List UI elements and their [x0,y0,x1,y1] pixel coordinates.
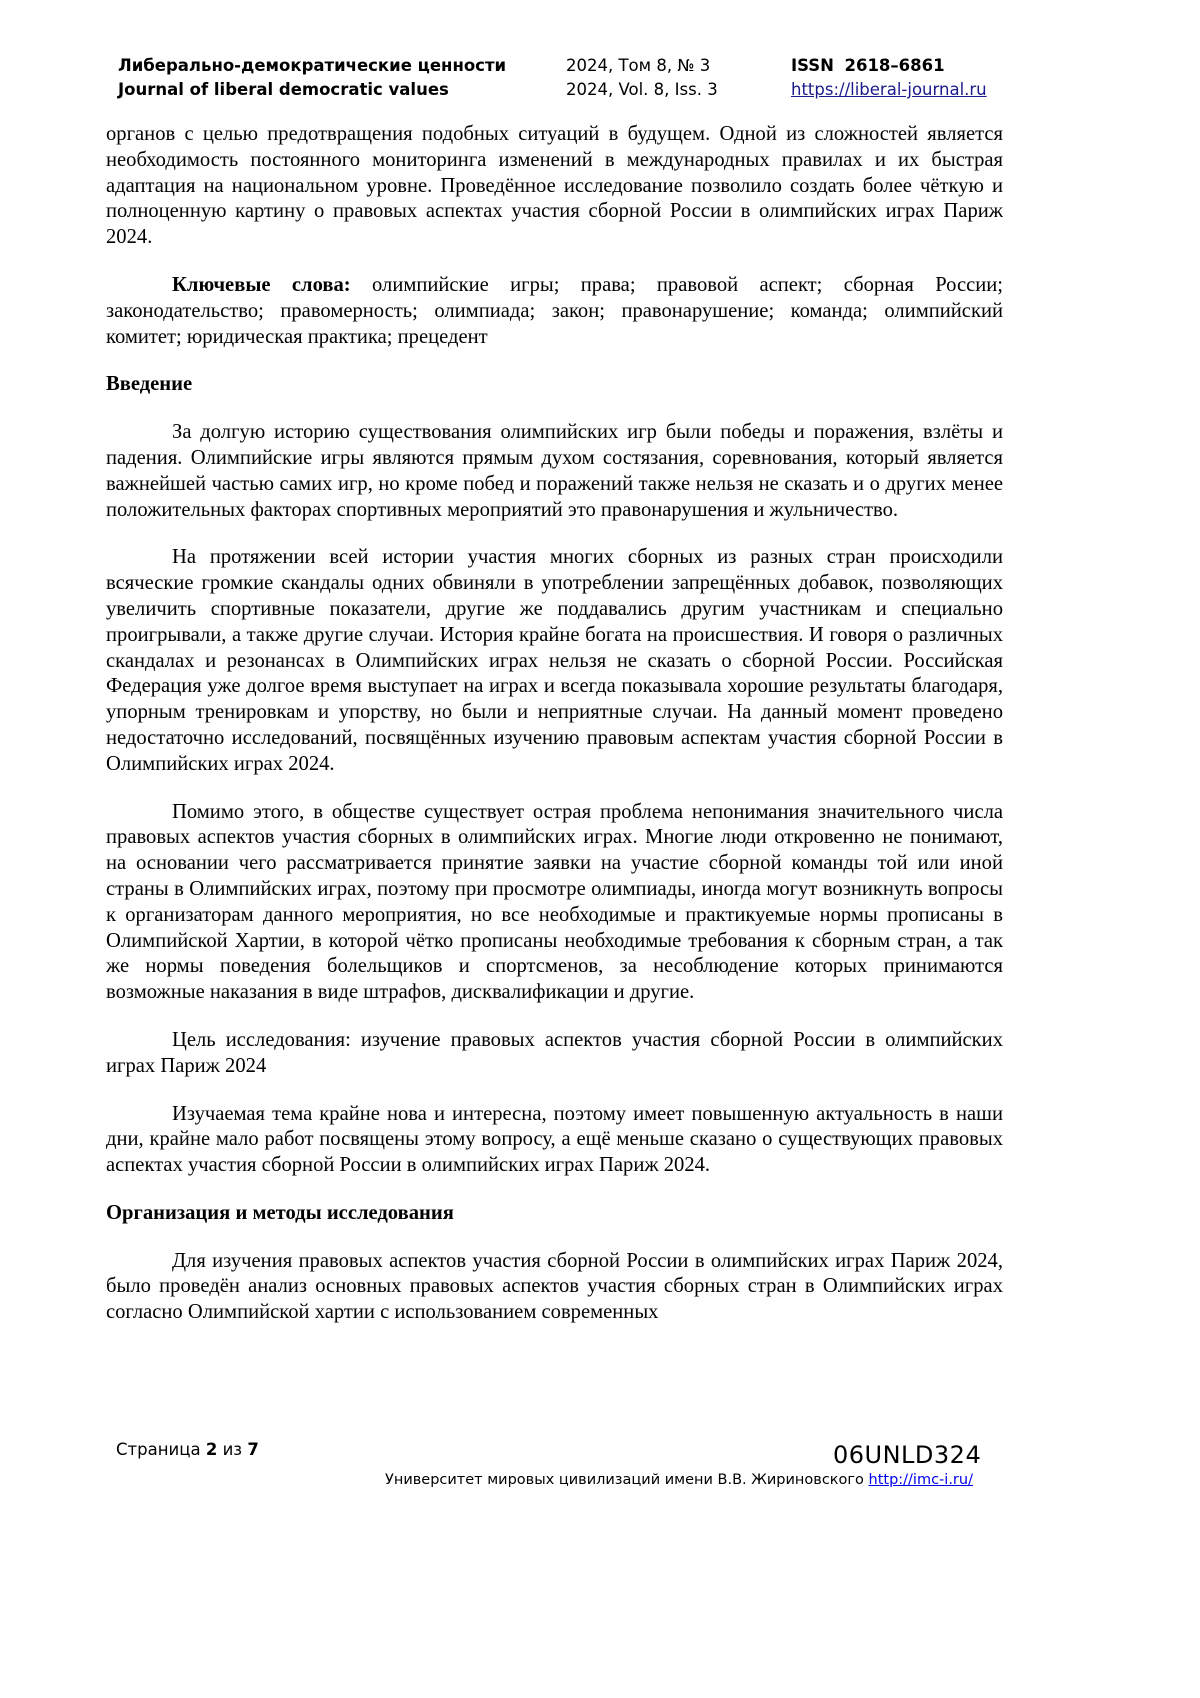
page-current: 2 [205,1440,218,1459]
paragraph-continued: органов с целью предотвращения подобных ситуаций в будущем. Одной из сложностей является необходимость постоянного мониторинга изменений в международных правилах и их быстрая адаптация на национальном уровне. Проведённое исследование позволило создать более чёткую и полноценную картину о правовых аспектах участия сборной России в олимпийских играх Париж 2024. [106,123,1003,249]
journal-title-block [118,54,506,102]
page-of: из [222,1440,243,1459]
university-url-link[interactable]: http://imc-i.ru/ [868,1472,973,1488]
issn-label: ISSN [791,56,834,75]
paragraph-6: Для изучения правовых аспектов участия сборной России в олимпийских играх Париж 2024, было проведён анализ основных правовых аспектов участия сборных стран в Олимпийских играх согласно Олимпийской хартии с использованием современных [106,1249,1003,1324]
paragraph-2: На протяжении всей истории участия многих сборных из разных стран происходили всяческие громкие скандалы одних обвиняли в употреблении запрещённых добавок, позволяющих увеличить спортивные показатели, другие же поддавались другим участникам и специально проигрывали, а также другие случаи. История крайне богата на происшествия. И говоря о различных скандалах и резонансах в Олимпийских играх нельзя не сказать о сборной России. Российская Федерация уже долгое время выступает на играх и всегда показывала хорошие результаты благодаря, упорным тренировкам и упорству, но были и неприятные случаи. На данный момент проведено недостаточно исследований, посвящённых изучению правовым аспектам участия сборной России в Олимпийских играх 2024. [106,546,1003,775]
paragraph-3: Помимо этого, в обществе существует острая проблема непонимания значительного числа правовых аспектов участия сборных в олимпийских играх. Многие люди откровенно не понимают, на основании чего рассматривается принятие заявки на участие сборной команды той или иной страны в Олимпийских играх, поэтому при просмотре олимпиады, иногда могут возникнуть вопросы к организаторам данного мероприятия, но все необходимые и практикуемые нормы прописаны в Олимпийской Хартии, в которой чётко прописаны необходимые требования к сборным стран, а так же нормы поведения болельщиков и спортсменов, за несоблюдение которых принимаются возможные наказания в виде штрафов, дисквалификации и другие. [106,800,1003,1004]
volume-en: 2024, Vol. 8, Iss. 3 [566,80,718,99]
university-line [385,1472,973,1488]
page-label: Страница [116,1440,201,1459]
paragraph-5: Изучаемая тема крайне нова и интересна, поэтому имеет повышенную актуальность в наши дни, крайне мало работ посвящены этому вопросу, а ещё меньше сказано о существующих правовых аспектах участия сборной России в олимпийских играх Париж 2024. [106,1102,1003,1177]
paragraph-4: Цель исследования: изучение правовых аспектов участия сборной России в олимпийских играх Париж 2024 [106,1028,1003,1077]
heading-introduction: Введение [106,373,193,396]
page-number [116,1440,259,1459]
paragraph-1: За долгую историю существования олимпийских игр были победы и поражения, взлёты и падения. Олимпийские игры являются прямым духом состязания, соревнования, который является важнейшей частью самих игр, но кроме побед и поражений также нельзя не сказать и о других менее положительных факторах спортивных мероприятий это правонарушения и жульничество. [106,421,1003,521]
keywords-label: Ключевые слова: [172,273,351,296]
keywords-paragraph [106,273,1003,350]
issn-value: 2618–6861 [844,56,945,75]
volume-ru: 2024, Том 8, № 3 [566,56,711,75]
issn-block [791,54,987,102]
heading-methods: Организация и методы исследования [106,1201,454,1224]
page-total: 7 [247,1440,259,1459]
university-name: Университет мировых цивилизаций имени В.В. Жириновского [385,1472,864,1488]
article-body [106,122,1003,1326]
volume-block [566,54,718,102]
keywords-text: олимпийские игры; права; правовой аспект; сборная России; законодательство; правомерность; олимпиада; закон; правонарушение; команда; олимпийский комитет; юридическая практика; прецедент [106,273,1004,348]
journal-title-ru: Либерально-демократические ценности [118,56,507,75]
article-code: 06UNLD324 [833,1441,982,1469]
journal-title-en: Journal of liberal democratic values [118,80,449,99]
journal-url-link[interactable]: https://liberal-journal.ru [791,80,987,99]
